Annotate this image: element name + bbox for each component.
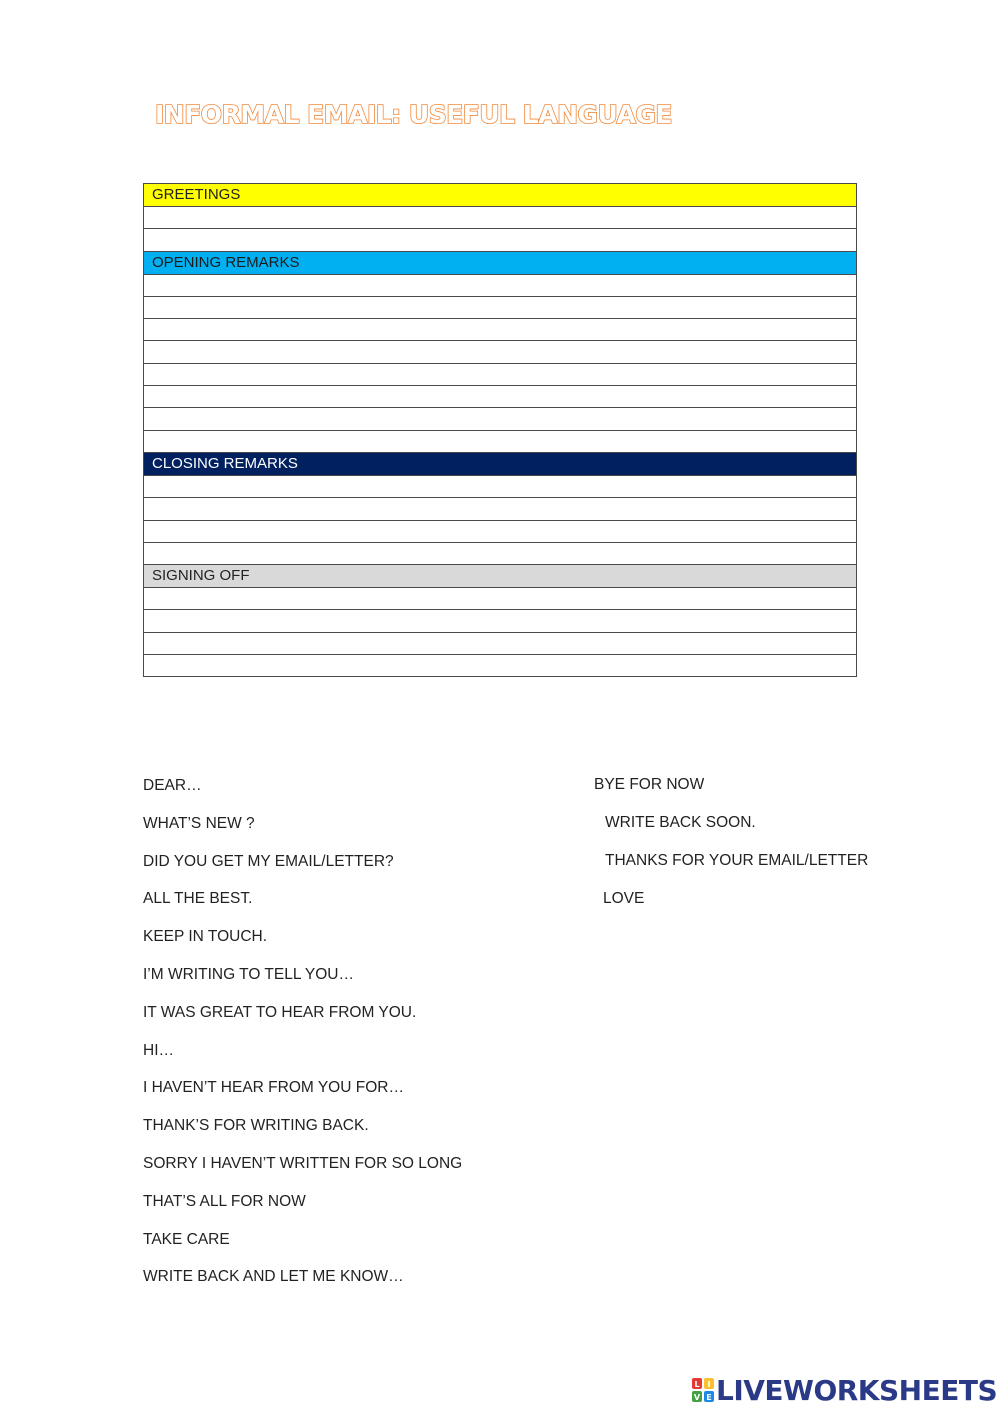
signing-off-label: SIGNING OFF: [144, 565, 857, 588]
phrase-item[interactable]: BYE FOR NOW: [594, 776, 705, 793]
phrase-item[interactable]: HI…: [143, 1041, 174, 1059]
closing-remarks-label: CLOSING REMARKS: [144, 452, 857, 475]
table-header-opening-remarks: [144, 251, 857, 274]
table-row[interactable]: [144, 341, 857, 363]
phrase-item[interactable]: KEEP IN TOUCH.: [143, 928, 268, 946]
table-row[interactable]: [144, 319, 857, 341]
table-row[interactable]: [144, 363, 857, 385]
table-row[interactable]: [144, 207, 857, 229]
opening-remarks-label: OPENING REMARKS: [144, 251, 857, 274]
phrase-item[interactable]: TAKE CARE: [143, 1230, 230, 1248]
table-row[interactable]: [144, 632, 857, 654]
phrase-item[interactable]: SORRY I HAVEN’T WRITTEN FOR SO LONG: [143, 1154, 463, 1172]
phrase-item[interactable]: WRITE BACK SOON.: [605, 814, 756, 831]
phrase-item[interactable]: WHAT’S NEW ?: [143, 814, 255, 832]
logo-mark-icon: [692, 1377, 714, 1403]
phrase-item[interactable]: THANK’S FOR WRITING BACK.: [143, 1117, 369, 1135]
svg-text:L: L: [694, 1380, 700, 1389]
table-row[interactable]: [144, 430, 857, 452]
table-header-signing-off: [144, 565, 857, 588]
phrase-item[interactable]: IT WAS GREAT TO HEAR FROM YOU.: [143, 1003, 417, 1021]
phrase-item[interactable]: THAT’S ALL FOR NOW: [143, 1192, 306, 1210]
table-header-closing-remarks: [144, 452, 857, 475]
table-row[interactable]: [144, 274, 857, 296]
phrase-item[interactable]: LOVE: [603, 890, 645, 907]
table-row[interactable]: [144, 408, 857, 430]
greetings-label: GREETINGS: [144, 184, 857, 207]
svg-text:E: E: [706, 1393, 712, 1402]
table-row[interactable]: [144, 475, 857, 497]
phrase-item[interactable]: I HAVEN’T HEAR FROM YOU FOR…: [143, 1079, 404, 1097]
phrase-item[interactable]: DID YOU GET MY EMAIL/LETTER?: [143, 852, 394, 870]
table-row[interactable]: [144, 520, 857, 542]
table-header-greetings: [144, 184, 857, 207]
language-table: [143, 183, 857, 677]
phrase-list-left: [143, 776, 462, 1305]
table-row[interactable]: [144, 498, 857, 520]
table-row[interactable]: [144, 588, 857, 610]
table-row[interactable]: [144, 542, 857, 564]
phrase-item[interactable]: ALL THE BEST.: [143, 890, 253, 908]
liveworksheets-logo: [692, 1372, 997, 1408]
phrase-item[interactable]: WRITE BACK AND LET ME KNOW…: [143, 1268, 404, 1286]
table-row[interactable]: [144, 610, 857, 632]
table-row[interactable]: [144, 296, 857, 318]
logo-text: LIVEWORKSHEETS: [716, 1373, 998, 1407]
table-row[interactable]: [144, 386, 857, 408]
svg-text:I: I: [707, 1380, 711, 1389]
phrase-item[interactable]: THANKS FOR YOUR EMAIL/LETTER: [605, 852, 869, 869]
phrase-item[interactable]: I’M WRITING TO TELL YOU…: [143, 965, 355, 983]
table-row[interactable]: [144, 229, 857, 251]
svg-text:V: V: [693, 1393, 701, 1402]
table-row[interactable]: [144, 655, 857, 677]
phrase-item[interactable]: DEAR…: [143, 777, 202, 794]
worksheet-title: INFORMAL EMAIL: USEFUL LANGUAGE: [155, 100, 672, 129]
